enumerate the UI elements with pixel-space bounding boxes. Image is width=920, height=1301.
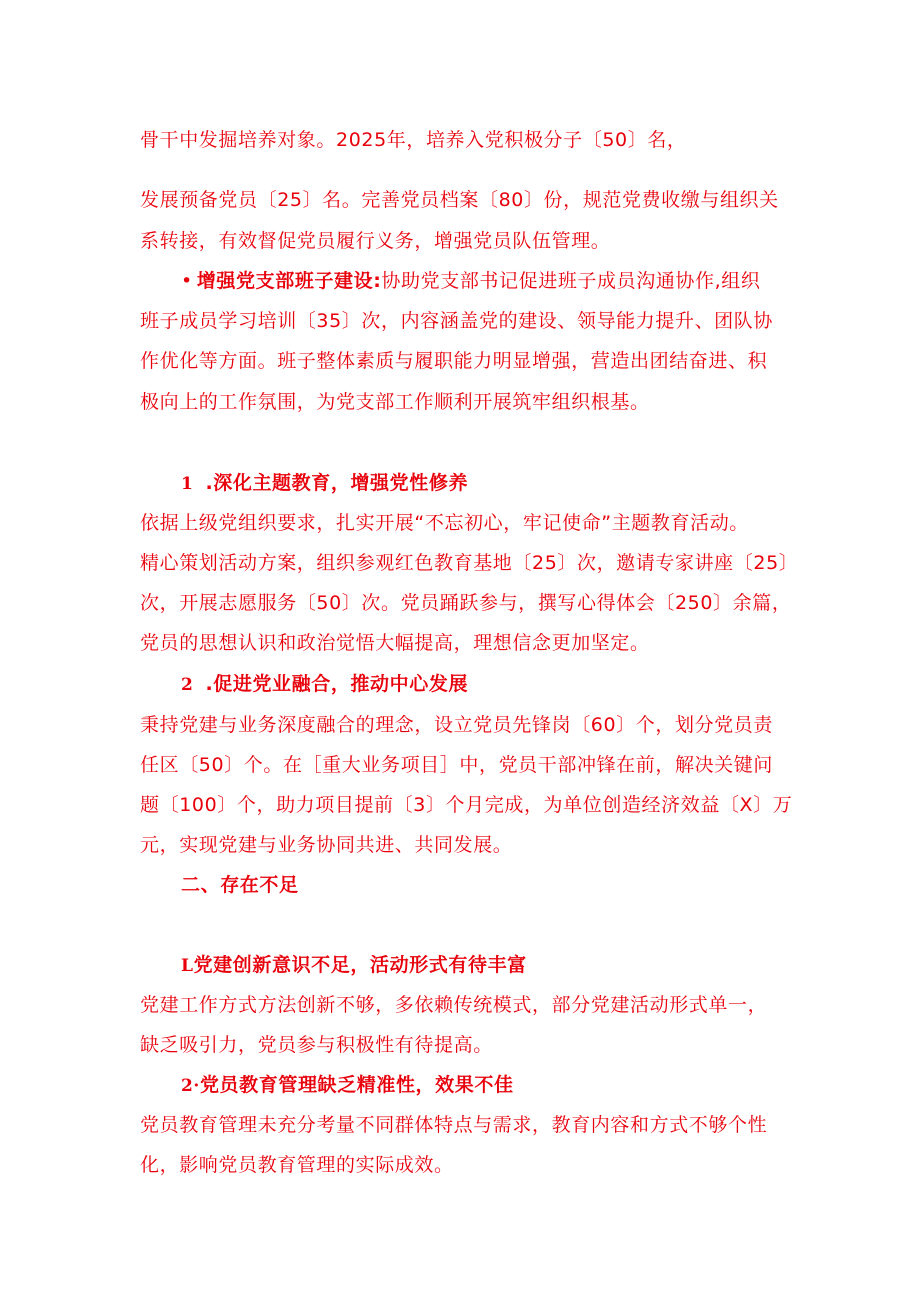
- bullet-icon: •: [181, 270, 193, 292]
- section-title: 党建创新意识不足，活动形式有待丰富: [193, 954, 527, 976]
- section-heading: [181, 665, 831, 704]
- section-number: L: [181, 956, 194, 976]
- paragraph-line: 精心策划活动方案，组织参观红色教育基地〔25〕次，邀请专家讲座〔25〕: [140, 552, 799, 574]
- section-title: 党员教育管理缺乏精准性，效果不佳: [199, 1074, 514, 1096]
- paragraph-line: 党员的思想认识和政治觉悟大幅提高，理想信念更加坚定。: [140, 632, 650, 654]
- bullet-heading: 增强党支部班子建设:: [196, 270, 382, 292]
- paragraph-line: 极向上的工作氛围，为党支部工作顺利开展筑牢组织根基。: [140, 391, 650, 413]
- chapter-heading: 二、存在不足: [181, 874, 299, 896]
- section-number: 1: [181, 474, 194, 494]
- paragraph-line: 作优化等方面。班子整体素质与履职能力明显增强，营造出团结奋进、积: [140, 350, 768, 372]
- paragraph-line: 党员教育管理未充分考量不同群体特点与需求，教育内容和方式不够个性: [140, 1114, 768, 1136]
- paragraph-line: 秉持党建与业务深度融合的理念，设立党员先锋岗〔60〕个，划分党员责: [140, 714, 773, 736]
- section-number: 2: [181, 675, 194, 695]
- paragraph-line: 党建工作方式方法创新不够，多依赖传统模式，部分党建活动形式单一，: [140, 994, 768, 1016]
- section-number: 2·: [181, 1076, 200, 1096]
- section-title: .深化主题教育，增强党性修养: [205, 472, 469, 494]
- paragraph-line: 依据上级党组织要求，扎实开展“不忘初心，牢记使命”主题教育活动。: [140, 512, 749, 534]
- paragraph-line: 化，影响党员教育管理的实际成效。: [140, 1154, 454, 1176]
- bullet-paragraph-first-line: [181, 262, 831, 300]
- section-heading: [181, 1066, 831, 1105]
- paragraph-line: 班子成员学习培训〔35〕次，内容涵盖党的建设、领导能力提升、团队协: [140, 310, 773, 332]
- paragraph-line: 缺乏吸引力，党员参与积极性有待提高。: [140, 1034, 493, 1056]
- paragraph-line: 系转接，有效督促党员履行义务，增强党员队伍管理。: [140, 230, 611, 252]
- paragraph-line: 骨干中发掘培养对象。2025年，培养入党积极分子〔50〕名，: [140, 129, 687, 151]
- section-title: .促进党业融合，推动中心发展: [205, 673, 469, 695]
- paragraph-line: 元，实现党建与业务协同共进、共同发展。: [140, 834, 513, 856]
- section-heading: [181, 464, 831, 503]
- paragraph-line: 任区〔50〕个。在［重大业务项目］中，党员干部冲锋在前，解决关键问: [140, 754, 773, 776]
- bullet-text: 协助党支部书记促进班子成员沟通协作,组织: [381, 270, 761, 292]
- paragraph-line: 发展预备党员〔25〕名。完善党员档案〔80〕份，规范党费收缴与组织关: [140, 189, 779, 211]
- section-heading: [181, 946, 831, 985]
- paragraph-line: 题〔100〕个，助力项目提前〔3〕个月完成，为单位创造经济效益〔X〕万: [140, 794, 793, 816]
- paragraph-line: 次，开展志愿服务〔50〕次。党员踊跃参与，撰写心得体会〔250〕余篇，: [140, 592, 792, 614]
